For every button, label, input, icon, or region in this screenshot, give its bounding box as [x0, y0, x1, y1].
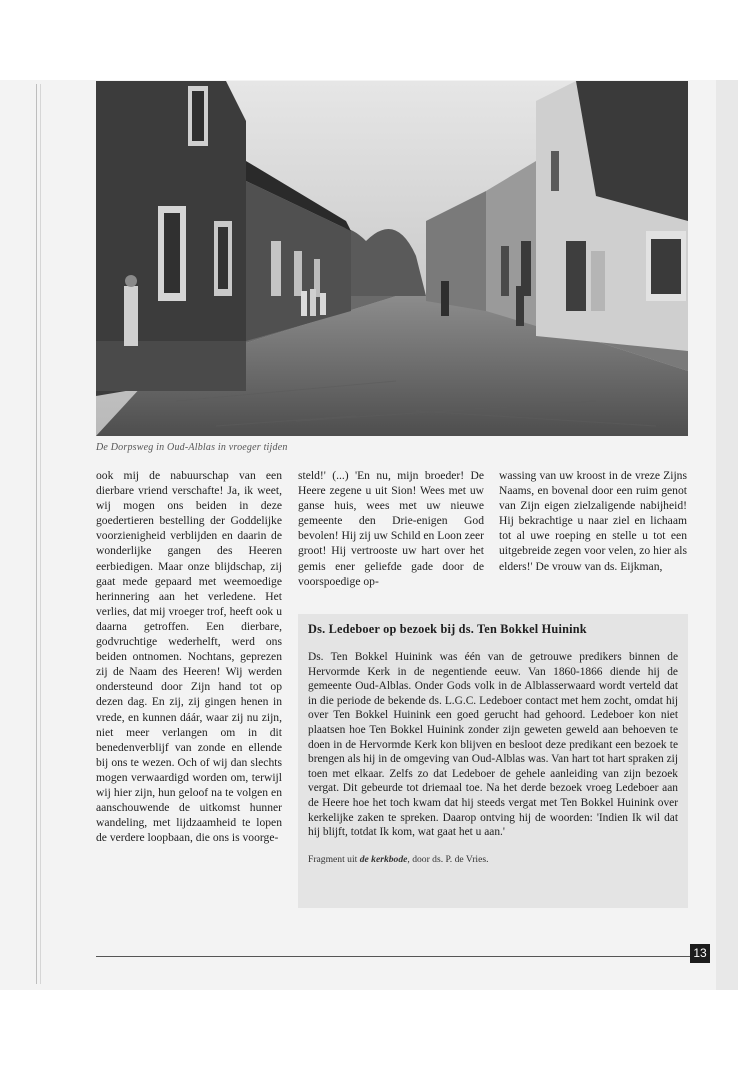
- box-source: [308, 854, 678, 865]
- column-3-text: wassing van uw kroost in de vreze Zijns Naams, en bovenal door een ruim genot van Zijn eigen zielzaligende nabijheid! Hij bekrachtige u naar ziel en lichaam tot al uwe roeping en stelle u tot een uitgebreide zegen voor velen, zo hier als elders!' De vrouw van ds. Eijkman,: [499, 469, 687, 573]
- text-column-1: [96, 468, 282, 845]
- binding-edge: [36, 84, 37, 984]
- street-photo: [96, 81, 688, 436]
- text-column-2: [298, 468, 484, 589]
- photo-caption: De Dorpsweg in Oud-Alblas in vroeger tijden: [96, 442, 288, 453]
- next-page-edge: [716, 80, 738, 990]
- binding-edge-inner: [40, 84, 41, 984]
- source-prefix: Fragment uit: [308, 853, 358, 865]
- column-2-text: steld!' (...) 'En nu, mijn broeder! De Heere zegene u uit Sion! Wees met uw ganse huis, wees met uw nieuwe gemeente den Drie-enigen God bevolen! Hij zij uw Schild en Loon zeer groot! Hij vertrooste uw hart over het gemis ener geliefde gade door de voorspoedige op-: [298, 469, 484, 588]
- footer-rule: [96, 956, 690, 957]
- source-suffix: , door ds. P. de Vries.: [407, 853, 489, 865]
- source-title: de kerkbode: [359, 853, 408, 865]
- page-number: 13: [690, 944, 710, 963]
- box-body: Ds. Ten Bokkel Huinink was één van de getrouwe predikers binnen de Hervormde Kerk in de negentiende eeuw. Van 1860-1866 diende hij de gemeente Oud-Alblas. Onder Gods volk in de Alblasserwaard wordt verteld dat in die periode de bekende ds. L.G.C. Ledeboer contact met hem zocht, omdat hij over Ten Bokkel Huinink een goed gerucht had gehoord. Ledeboer kon niet plaatsen hoe Ten Bokkel Huinink zonder zijn geweten geweld aan behoeven te doen in de Hervormde Kerk kon blijven en besloot deze predikant een bezoek te brengen als hij in de omgeving van Oud-Alblas was. Van hart tot hart spraken zij toen met elkaar. Zelfs zo dat Ledeboer de gehele aanleiding van zijn bezoek vergat. Dit gebeurde tot driemaal toe. Na het derde bezoek vroeg Ledeboer aan de Heere hoe het toch kwam dat hij steeds vergat met Ten Bokkel Huinink over kerkelijke zaken te spreken. Daarop ontving hij de woorden: 'Indien Ik wil dat hij blijft, totdat Ik kom, wat gaat het u aan.': [308, 651, 678, 839]
- box-title: Ds. Ledeboer op bezoek bij ds. Ten Bokkel Huinink: [308, 622, 587, 636]
- column-1-text: ook mij de nabuurschap van een dierbare vriend verschafte! Ja, ik weet, wij mogen ons beiden in deze goedertieren bestelling der Goddelijke voorzienigheid verblijden en daarin de wonderlijke gangen des Heeren eerbiedigen. Maar onze blijdschap, zij gaat mede gepaard met weemoedige herinnering aan het verledene. Het verlies, dat mij vroeger trof, heeft ook u daarna getroffen. Een dierbare, godvruchtige wederhelft, werd ons beiden ontnomen. Nochtans, geprezen zij de Naam des Heeren! Wij werden ondersteund door Zijn hand tot op dezen dag. En zij, zij gingen henen in vrede, en kunnen dáár, waar zij nu zijn, niet meer verlangen om in dit benedenverblijf van zonde en ellende bij ons te wezen. Och of wij dan slechts mogen verwaardigd worden om, terwijl wij hier zijn, hun geloof na te volgen en aanschouwende de uitkomst hunner wandeling, met lijdzaamheid te lopen de verdere loopbaan, die ons is voorge-: [96, 469, 282, 845]
- text-column-3: [499, 468, 687, 574]
- sidebar-article-box: [298, 614, 688, 908]
